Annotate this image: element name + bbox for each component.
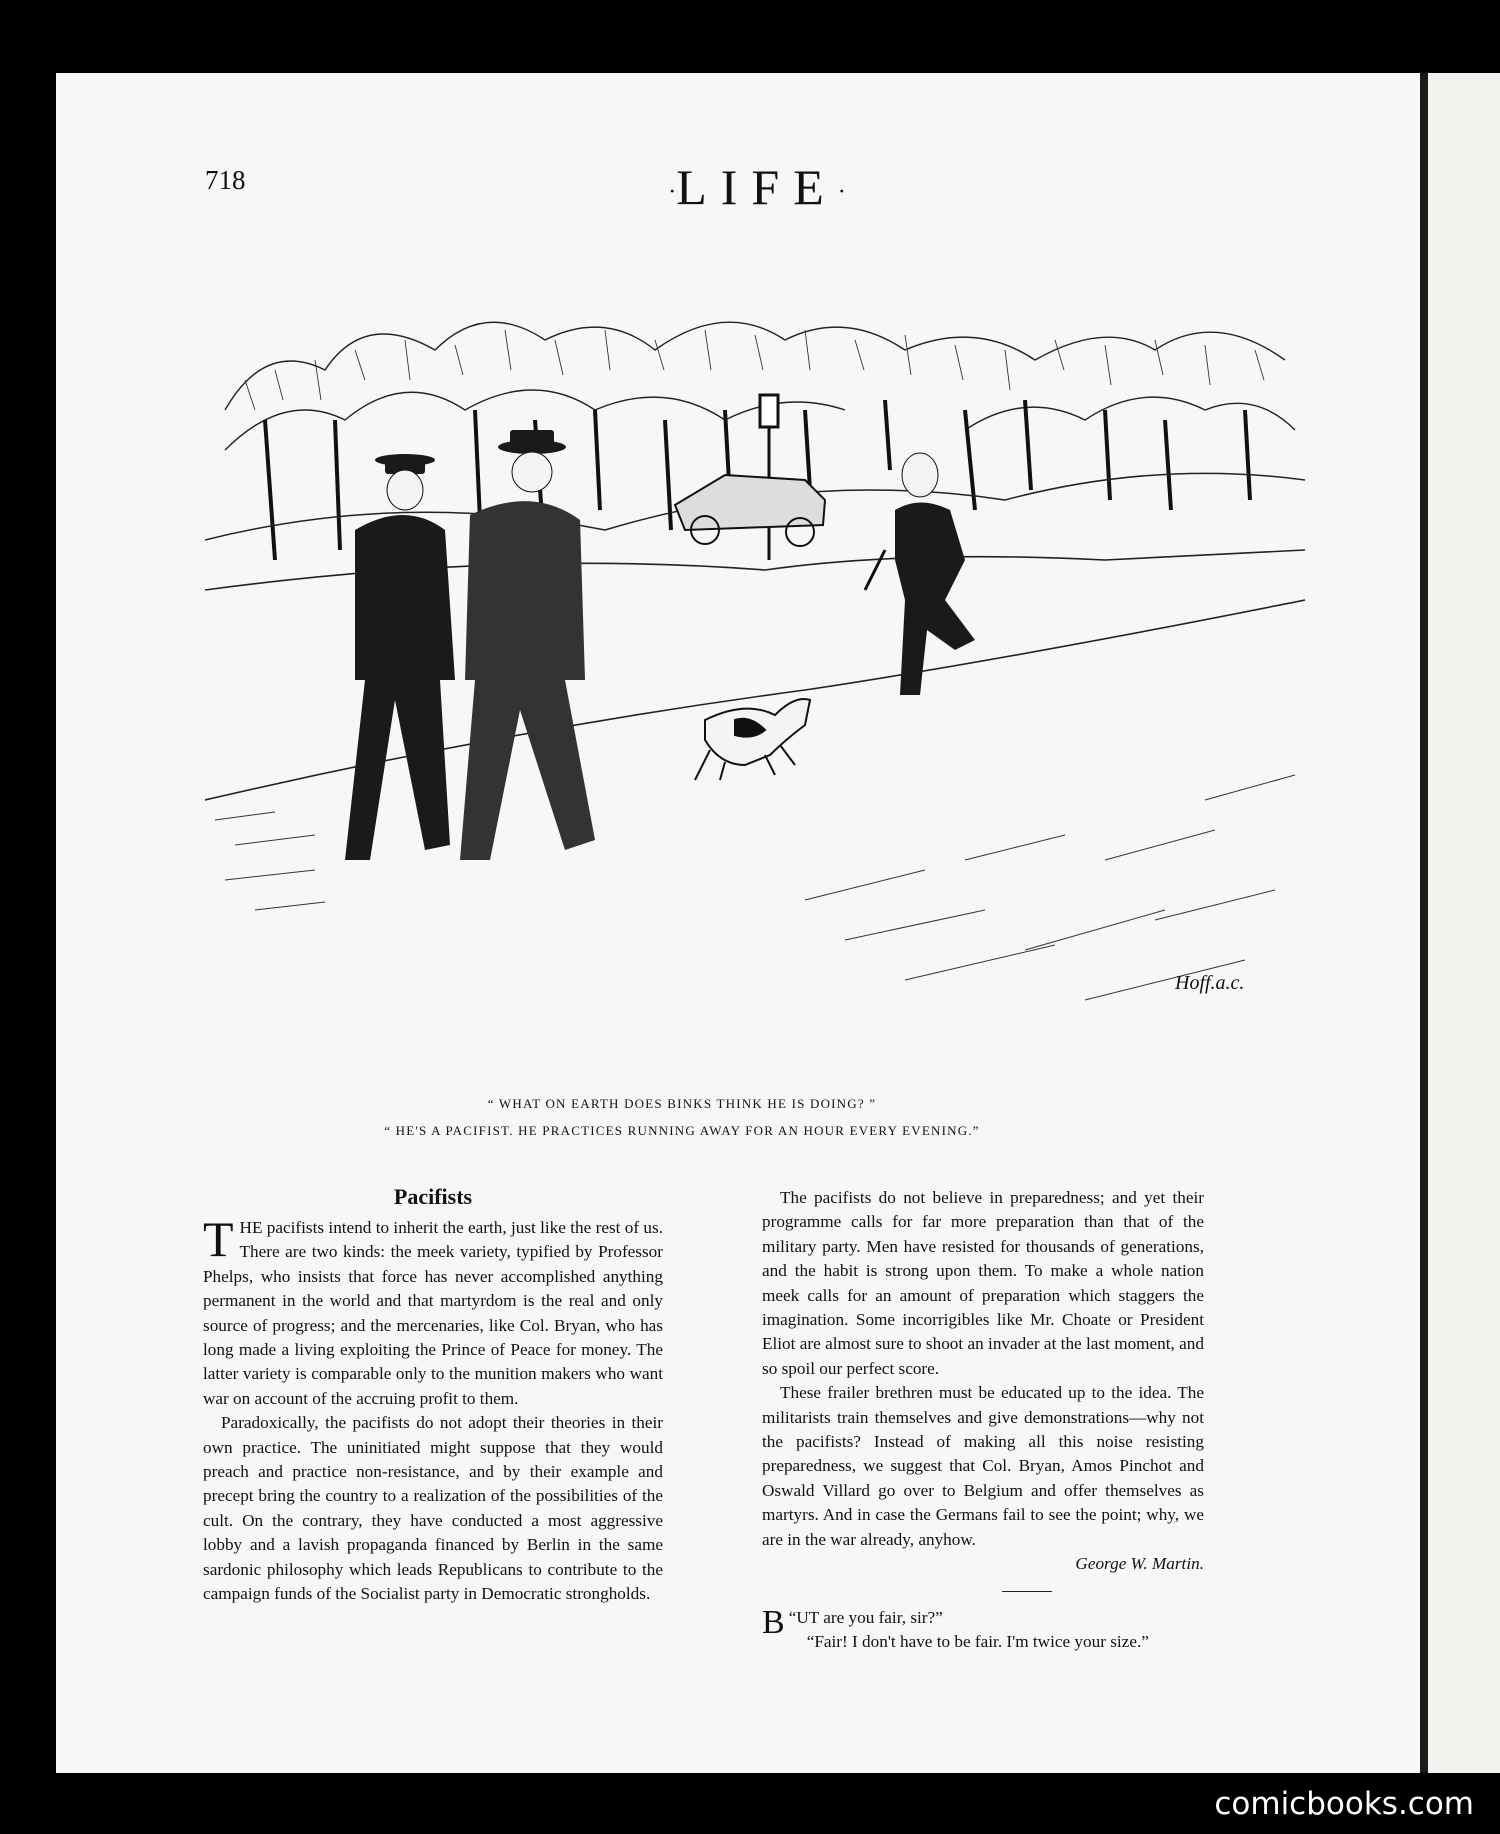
article-column-left bbox=[203, 1211, 663, 1607]
illustrator-signature: Hoff.a.c. bbox=[1175, 972, 1245, 994]
tree-canopy bbox=[225, 322, 1295, 450]
article-column-right bbox=[762, 1186, 1204, 1654]
article-title: Pacifists bbox=[393, 1184, 473, 1209]
automobile bbox=[675, 475, 825, 546]
joke-paragraph: “Fair! I don't have to be fair. I'm twice your size.” bbox=[806, 1631, 1149, 1651]
dog bbox=[695, 699, 810, 780]
article-paragraph: These frailer brethren must be educated up to the idea. The militarists train themselves and give demonstrations—why not the pacifists? Instead of making all this noise resisting preparedness, we suggest that Col. Bryan, Amos Pinchot and Oswald Villard go over to Belgium and offer themselves as martyrs. And in case the Germans fail to see the point; why, we are in the war already, anyhow. bbox=[762, 1383, 1204, 1549]
joke-drop-cap: B bbox=[762, 1603, 785, 1641]
paragraph-text: HE pacifists intend to inherit the earth, just like the rest of us. There are two kinds: the meek variety, typified by Professor Phelps, who insists that force has never accomplished anything permanent in the world and that martyrdom is the real and only source of progress; and the mercenaries, like Col. Bryan, who has long made a living exploiting the Prince of Peace for money. The latter variety is comparable only to the munition makers who want war on account of the accruing profit to them. bbox=[203, 1218, 663, 1408]
masthead-dot-right: · bbox=[837, 179, 846, 206]
running-man bbox=[865, 453, 975, 695]
page-spine bbox=[1420, 73, 1428, 1773]
article-paragraph: Paradoxically, the pacifists do not adopt their theories in their own practice. The uninitiated might suppose that they would preach and practice non-resistance, and by their example and precept bring the country to a realization of the possibilities of the cult. On the contrary, they have conducted a most aggressive lobby and a lavish propaganda financed by Berlin in the same sardonic philosophy which leads Republicans to contribute to the campaign funds of the Socialist party in Democratic strongholds. bbox=[203, 1413, 663, 1604]
adjacent-page-edge bbox=[1428, 73, 1500, 1773]
park-scene-illustration bbox=[205, 300, 1305, 1040]
caption-line-2: “ HE'S A PACIFIST. HE PRACTICES RUNNING AWAY FOR AN HOUR EVERY EVENING.” bbox=[384, 1123, 980, 1138]
site-watermark: comicbooks.com bbox=[1214, 1786, 1474, 1822]
page-number: 718 bbox=[205, 165, 246, 195]
joke-line-1: UT are you fair, sir?” bbox=[796, 1607, 943, 1627]
article-byline: George W. Martin. bbox=[1075, 1554, 1204, 1574]
article-paragraph bbox=[203, 1211, 663, 1411]
caption-line-1: “ WHAT ON EARTH DOES BINKS THINK HE IS DOING? ” bbox=[487, 1096, 877, 1111]
joke-open-quote: “ bbox=[788, 1607, 797, 1627]
masthead-title: LIFE bbox=[676, 159, 838, 215]
article-paragraph: The pacifists do not believe in preparedness; and yet their programme calls for far more preparation than that of the military party. Men have resisted for thousands of generations, and the habit is strong upon them. To make a whole nation meek calls for an amount of preparation which staggers the imagination. Some incorrigibles like Mr. Choate or President Eliot are almost sure to shoot an invader at the last moment, and so spoil our perfect score. bbox=[762, 1188, 1204, 1378]
masthead-dot-left: · bbox=[668, 179, 677, 206]
canopy-shading bbox=[245, 330, 1264, 410]
drop-cap: T bbox=[203, 1211, 234, 1267]
section-divider bbox=[1002, 1591, 1052, 1592]
masthead bbox=[0, 158, 1500, 216]
